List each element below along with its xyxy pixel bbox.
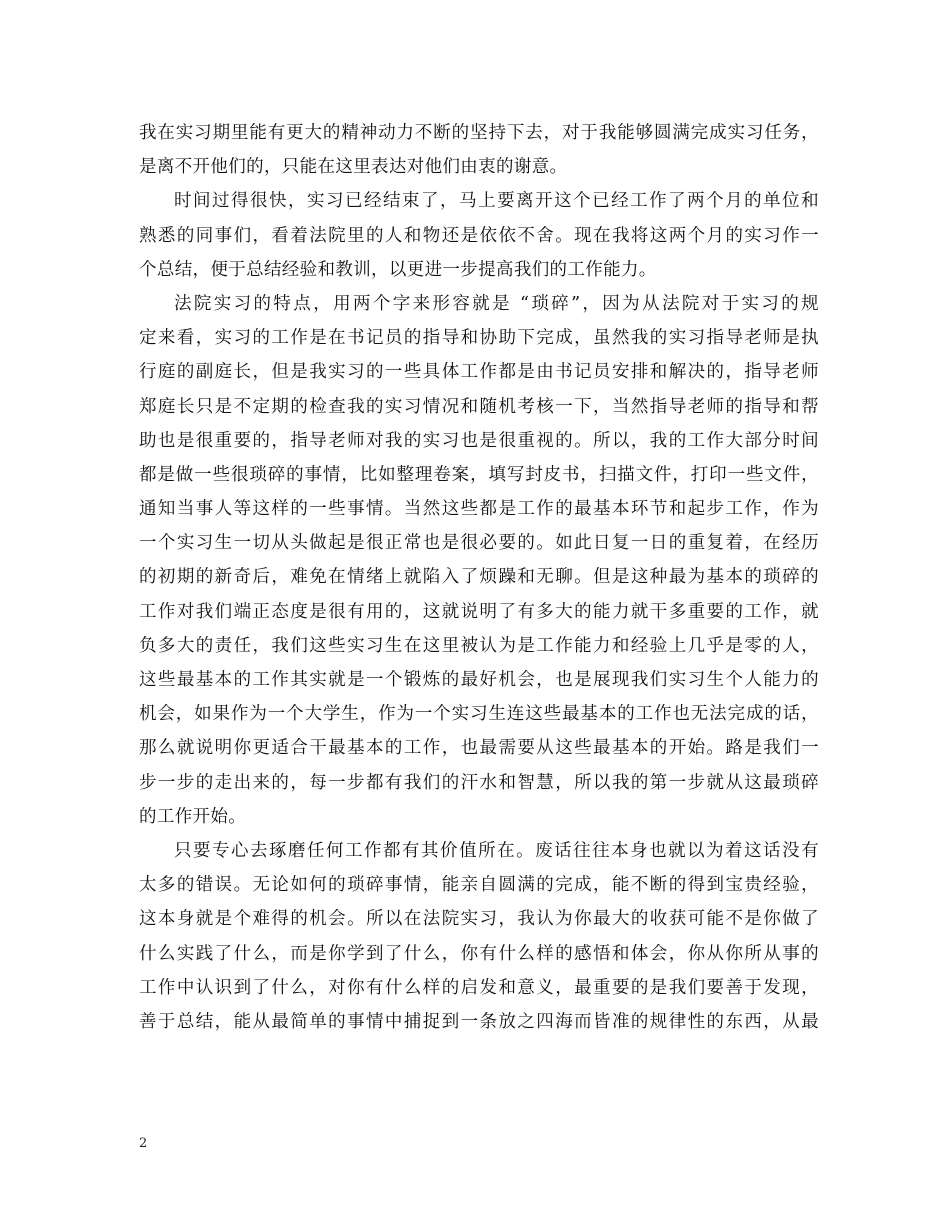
text-line: 那么就说明你更适合干最基本的工作，也最需要从这些最基本的开始。路是我们一 (139, 738, 819, 759)
body-text (139, 116, 819, 1039)
text-line: 负多大的责任，我们这些实习生在这里被认为是工作能力和经验上几乎是零的人， (139, 635, 819, 656)
text-line: 时间过得很快，实习已经结束了，马上要离开这个已经工作了两个月的单位和 (174, 191, 819, 212)
text-line: 一个实习生一切从头做起是很正常也是很必要的。如此日复一日的重复着，在经历 (139, 533, 819, 554)
text-line: 熟悉的同事们，看着法院里的人和物还是依依不舍。现在我将这两个月的实习作一 (139, 225, 819, 246)
text-line: 通知当事人等这样的一些事情。当然这些都是工作的最基本环节和起步工作，作为 (139, 499, 819, 520)
text-line: 善于总结，能从最简单的事情中捕捉到一条放之四海而皆准的规律性的东西，从最 (139, 1011, 819, 1032)
text-line: 是离不开他们的，只能在这里表达对他们由衷的谢意。 (139, 157, 568, 178)
text-line: 法院实习的特点，用两个字来形容就是 “琐碎”，因为从法院对于实习的规 (174, 293, 819, 314)
text-line: 个总结，便于总结经验和教训，以更进一步提高我们的工作能力。 (139, 259, 657, 280)
text-line: 行庭的副庭长，但是我实习的一些具体工作都是由书记员安排和解决的，指导老师 (139, 362, 819, 383)
text-line: 郑庭长只是不定期的检查我的实习情况和随机考核一下，当然指导老师的指导和帮 (139, 396, 819, 417)
text-line: 工作中认识到了什么，对你有什么样的启发和意义，最重要的是我们要善于发现， (139, 977, 819, 998)
page-number: 2 (139, 1136, 148, 1151)
text-line: 机会，如果作为一个大学生，作为一个实习生连这些最基本的工作也无法完成的话， (139, 704, 819, 725)
text-line: 太多的错误。无论如何的琐碎事情，能亲自圆满的完成，能不断的得到宝贵经验， (139, 875, 819, 896)
text-line: 这些最基本的工作其实就是一个锻炼的最好机会，也是展现我们实习生个人能力的 (139, 670, 819, 690)
text-line: 什么实践了什么，而是你学到了什么，你有什么样的感悟和体会，你从你所从事的 (139, 943, 819, 964)
text-line: 的工作开始。 (139, 806, 247, 827)
text-line: 我在实习期里能有更大的精神动力不断的坚持下去，对于我能够圆满完成实习任务， (139, 123, 819, 143)
text-line: 的初期的新奇后，难免在情绪上就陷入了烦躁和无聊。但是这种最为基本的琐碎的 (139, 567, 819, 588)
text-line: 只要专心去琢磨任何工作都有其价值所在。废话往往本身也就以为着这话没有 (174, 840, 819, 861)
text-line: 都是做一些很琐碎的事情，比如整理卷案，填写封皮书，扫描文件，打印一些文件， (139, 464, 819, 485)
text-line: 这本身就是个难得的机会。所以在法院实习，我认为你最大的收获可能不是你做了 (139, 909, 819, 930)
text-line: 步一步的走出来的，每一步都有我们的汗水和智慧，所以我的第一步就从这最琐碎 (139, 772, 819, 793)
text-line: 助也是很重要的，指导老师对我的实习也是很重视的。所以，我的工作大部分时间 (139, 430, 819, 451)
text-line: 定来看，实习的工作是在书记员的指导和协助下完成，虽然我的实习指导老师是执 (139, 328, 819, 349)
text-line: 工作对我们端正态度是很有用的，这就说明了有多大的能力就干多重要的工作，就 (139, 601, 819, 622)
